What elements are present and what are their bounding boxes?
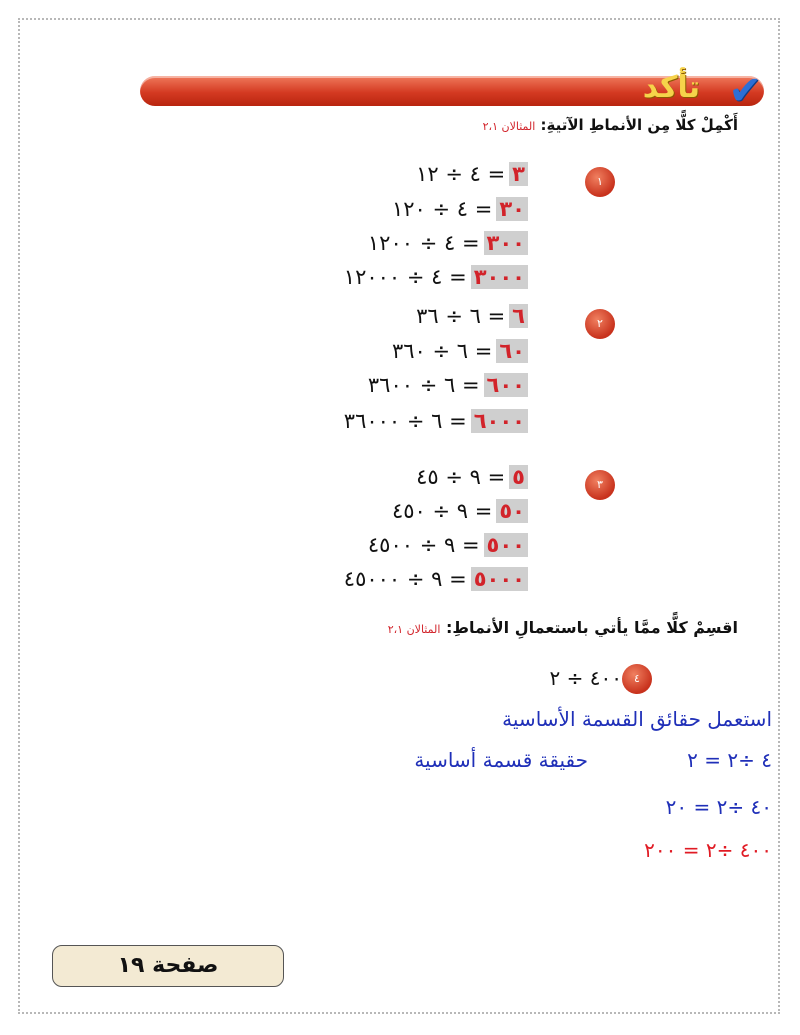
equation-expression: = ٤ ÷ ١٢٠٠ bbox=[367, 231, 480, 255]
equation-expression: = ٤ ÷ ١٢٠٠٠ bbox=[343, 265, 467, 289]
equation-row bbox=[392, 499, 528, 523]
equation-expression: = ٤ ÷ ١٢ bbox=[416, 162, 506, 186]
solution-heading: استعمل حقائق القسمة الأساسية bbox=[502, 707, 772, 731]
equation-row bbox=[368, 373, 528, 397]
answer-box: ٦٠ bbox=[496, 339, 528, 363]
equation-row bbox=[416, 304, 528, 328]
exercise-number-badge: ٤ bbox=[622, 664, 652, 694]
equation-row bbox=[344, 265, 528, 289]
examples-reference: المثالان ٢،١ bbox=[482, 120, 536, 133]
equation-expression: = ٦ ÷ ٣٦٠ bbox=[392, 339, 493, 363]
exercise-number-badge: ٣ bbox=[585, 470, 615, 500]
equation-expression: = ٤ ÷ ١٢٠ bbox=[392, 197, 493, 221]
answer-box: ٣٠٠ bbox=[484, 231, 528, 255]
equation-row bbox=[392, 339, 528, 363]
equation-expression: = ٦ ÷ ٣٦ bbox=[416, 304, 506, 328]
equation-row bbox=[368, 231, 528, 255]
equation-row bbox=[392, 197, 528, 221]
banner-title: تأكد bbox=[642, 70, 700, 105]
equation-expression: = ٩ ÷ ٤٥٠٠ bbox=[367, 533, 480, 557]
instruction-complete-patterns bbox=[483, 116, 738, 134]
instruction-text: أَكْمِلْ كلًّا مِن الأنماطِ الآتيةِ: bbox=[540, 116, 738, 134]
answer-box: ٣٠ bbox=[496, 197, 528, 221]
equation-row bbox=[368, 533, 528, 557]
instruction-divide-patterns bbox=[388, 618, 738, 637]
equation-row bbox=[344, 567, 528, 591]
equation-row bbox=[416, 465, 528, 489]
solution-step-3: ٤٠٠ ÷٢ = ٢٠٠ bbox=[644, 838, 772, 862]
instruction-text: اقسِمْ كلًّا ممَّا يأتي باستعمالِ الأنماطِ: bbox=[445, 618, 738, 637]
exercise-number-badge: ١ bbox=[585, 167, 615, 197]
section-banner bbox=[140, 68, 770, 114]
answer-box: ٥ bbox=[509, 465, 528, 489]
page-number-label: صفحة ١٩ bbox=[52, 945, 284, 987]
answer-box: ٣٠٠٠ bbox=[471, 265, 528, 289]
answer-box: ٦٠٠ bbox=[484, 373, 528, 397]
answer-box: ٥٠ bbox=[496, 499, 528, 523]
answer-box: ٦٠٠٠ bbox=[471, 409, 528, 433]
checkmark-icon: ✔ bbox=[728, 68, 762, 114]
equation-expression: = ٦ ÷ ٣٦٠٠٠ bbox=[343, 409, 467, 433]
equation-expression: = ٦ ÷ ٣٦٠٠ bbox=[367, 373, 480, 397]
solution-step-1: ٤ ÷٢ = ٢ bbox=[687, 748, 772, 772]
answer-box: ٥٠٠ bbox=[484, 533, 528, 557]
equation-expression: = ٩ ÷ ٤٥٠ bbox=[392, 499, 493, 523]
examples-reference: المثالان ٢،١ bbox=[387, 623, 441, 636]
answer-box: ٦ bbox=[509, 304, 528, 328]
equation-row bbox=[416, 162, 528, 186]
equation-expression: = ٩ ÷ ٤٥٠٠٠ bbox=[343, 567, 467, 591]
solution-step-1-note: حقيقة قسمة أساسية bbox=[414, 748, 588, 772]
answer-box: ٣ bbox=[509, 162, 528, 186]
equation-row bbox=[344, 409, 528, 433]
solution-step-2: ٤٠ ÷٢ = ٢٠ bbox=[665, 795, 772, 819]
equation-expression: = ٩ ÷ ٤٥ bbox=[416, 465, 506, 489]
answer-box: ٥٠٠٠ bbox=[471, 567, 528, 591]
exercise-number-badge: ٢ bbox=[585, 309, 615, 339]
exercise-4-expression: ٤٠٠ ÷ ٢ bbox=[549, 666, 622, 690]
